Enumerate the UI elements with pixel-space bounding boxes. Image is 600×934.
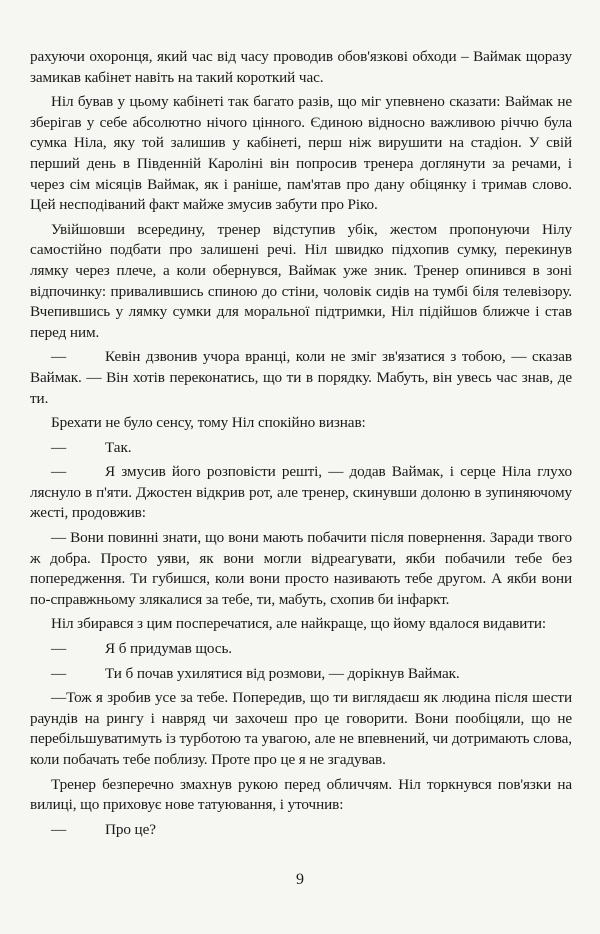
paragraph: —Тож я зробив усе за тебе. Попередив, що ти виглядаєш як людина після шести раундів на рингу і навряд чи захочеш про це говорити. Вони пообіцяли, що не перебільшуватимуть із турботою та увагою, але не впевнений, чи дотримають слова, коли побачать тебе поблизу. Проте про це я не згадував. <box>30 689 572 768</box>
continued-paragraph: рахуючи охоронця, який час від часу проводив обов'язкові обходи – Ваймак щоразу замикав кабінет навіть на такий короткий час. <box>30 48 572 86</box>
dialogue-line <box>30 462 572 524</box>
dialogue-line <box>30 438 572 459</box>
dialogue-dash: — <box>51 664 67 682</box>
dialogue-dash: — <box>51 348 67 366</box>
dialogue-dash: — <box>51 640 67 658</box>
paragraph: — Вони повинні знати, що вони мають побачити після повернення. Заради твого ж добра. Просто уяви, як вони могли відреагувати, якби побачили тебе без попередження. Ти губишся, коли вони просто називають тебе другом. А якби вони по-справжньому злякалися за тебе, ти, мабуть, схопив би інфаркт. <box>30 529 572 608</box>
dialogue-line <box>30 639 572 660</box>
paragraph: Брехати не було сенсу, тому Ніл спокійно визнав: <box>51 414 366 432</box>
dialogue-text: Я змусив його розповісти решті, — додав Ваймак, і серце Ніла глухо ляснуло в п'яти. Джостен відкрив рот, але тренер, скинувши долоню в зупиняючому жесті, продовжив: <box>30 463 572 522</box>
paragraph: Увійшовши всередину, тренер відступив убік, жестом пропонуючи Нілу самостійно подбати про залишені речі. Ніл швидко підхопив сумку, перекинув лямку через плече, а коли обернувся, Ваймак уже зник. Тренер опинився в зоні відпочинку: привалившись спиною до стіни, чоловік сидів на тумбі біля телевізору. Вчепившись у лямку сумки для моральної підтримки, Ніл підійшов ближче і став перед ним. <box>30 220 572 341</box>
dialogue-text: Ти б почав ухилятися від розмови, — дорікнув Ваймак. <box>105 664 460 682</box>
paragraph: Тренер безперечно змахнув рукою перед обличчям. Ніл торкнувся пов'язки на вилиці, що приховує нове татуювання, і уточнив: <box>30 775 572 814</box>
dialogue-text: Я б придумав щось. <box>105 640 232 658</box>
dialogue-text: Про це? <box>105 820 156 838</box>
dialogue-dash: — <box>51 820 67 838</box>
paragraph: Ніл збирався з цим посперечатися, але найкраще, що йому вдалося видавити: <box>51 615 547 633</box>
page-number: 9 <box>296 871 304 888</box>
dialogue-text: Кевін дзвонив учора вранці, коли не зміг зв'язатися з тобою, — сказав Ваймак. — Він хотів переконатись, що ти в порядку. Мабуть, він увесь час знав, де ти. <box>30 348 572 407</box>
dialogue-line <box>30 820 572 841</box>
dialogue-line <box>30 664 572 685</box>
book-page-text <box>30 47 572 844</box>
dialogue-dash: — <box>51 463 67 481</box>
dialogue-text: Так. <box>105 438 132 456</box>
paragraph: Ніл бував у цьому кабінеті так багато разів, що міг упевнено сказати: Ваймак не зберігав у себе абсолютно нічого цінного. Єдиною відносно важливою річчю була сумка Ніла, яку той залишив у кабінеті, перш ніж вирушити на стадіон. У свій перший день в Південній Кароліні він попросив тренера доглянути за речами, і через сім місяців Ваймак, як і раніше, пам'ятав про дану обіцянку і тримав слово. Цей несподіваний факт майже змусив забути про Ріко. <box>30 93 572 214</box>
dialogue-line <box>30 347 572 409</box>
dialogue-dash: — <box>51 438 67 456</box>
